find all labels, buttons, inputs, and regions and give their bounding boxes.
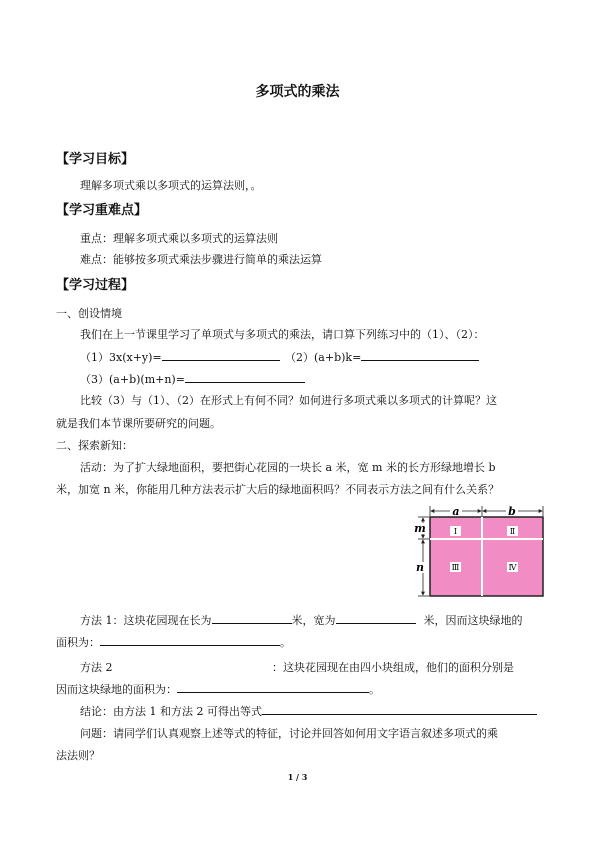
method-2-label: 方法 2 <box>80 661 113 674</box>
exercise-3 <box>80 371 305 387</box>
label-n: n <box>416 561 424 574</box>
method-1-text-e: 。 <box>280 636 291 649</box>
exercise-1-blank[interactable] <box>162 349 280 361</box>
garden-rectangle <box>430 517 543 596</box>
method-1-text-c: 米，因而这块绿地的 <box>423 614 523 627</box>
question-line-2: 法法则？ <box>56 749 100 762</box>
part1-intro: 我们在上一节课里学习了单项式与多项式的乘法，请口算下列练习中的（1）、（2）： <box>80 328 485 341</box>
method-1-area-blank[interactable] <box>100 634 280 646</box>
activity-line-1: 活动：为了扩大绿地面积，要把街心花园的一块长 a 米，宽 m 米的长方形绿地增长 b <box>80 461 496 474</box>
block-1-label: Ⅰ <box>453 527 458 536</box>
exercise-3-text: （3）(a+b)(m+n)= <box>80 373 185 386</box>
method-1-length-blank[interactable] <box>212 612 292 624</box>
conclusion-text: 结论：由方法 1 和方法 2 可得出等式 <box>80 705 262 718</box>
conclusion-line <box>80 703 537 719</box>
method-1-area-line <box>56 634 291 650</box>
exercise-2-blank[interactable] <box>361 349 479 361</box>
section-heading-goal: 【学习目标】 <box>56 152 135 167</box>
compare-line-2: 就是我们本节课所要研究的问题。 <box>56 417 221 430</box>
exercise-1-text: （1）3x(x+y)= <box>80 351 162 364</box>
part2-label: 二、探索新知： <box>56 439 133 452</box>
method-1-line <box>80 612 523 628</box>
exercise-2 <box>285 349 479 365</box>
part1-label: 一、创设情境 <box>56 307 122 320</box>
block-2-label: Ⅱ <box>509 527 516 536</box>
method-2-text-d: 。 <box>369 683 380 696</box>
label-a: a <box>452 505 460 518</box>
block-4-label: Ⅳ <box>508 563 517 572</box>
section-heading-keypoints: 【学习重难点】 <box>56 203 148 218</box>
method-1-text-d: 面积为： <box>56 636 100 649</box>
method-1-text-b: 米，宽为 <box>291 614 336 627</box>
activity-line-2: 米，加宽 n 米，你能用几种方法表示扩大后的绿地面积吗？不同表示方法之间有什么关系？ <box>56 483 500 496</box>
question-line-1: 问题：请同学们认真观察上述等式的特征，讨论并回答如何用文字语言叙述多项式的乘 <box>80 727 498 740</box>
exercise-3-blank[interactable] <box>185 371 305 383</box>
label-b: b <box>508 505 516 518</box>
method-1-text-a: 方法 1：这块花园现在长为 <box>80 614 212 627</box>
page-title: 多项式的乘法 <box>255 84 340 100</box>
page-number: 1 / 3 <box>287 772 308 782</box>
label-m: m <box>414 522 426 535</box>
difficulty-text: 难点：能够按多项式乘法步骤进行简单的乘法运算 <box>80 253 322 266</box>
exercise-2-text: （2）(a+b)k= <box>285 351 362 364</box>
garden-area-figure <box>410 504 545 599</box>
exercise-1 <box>80 349 280 365</box>
method-2-area-line <box>56 681 380 697</box>
goal-text: 理解多项式乘以多项式的运算法则，。 <box>80 179 262 192</box>
conclusion-blank[interactable] <box>262 703 537 715</box>
method-2-text-c: 因而这块绿地的面积为： <box>56 683 177 696</box>
method-1-width-blank[interactable] <box>336 612 416 624</box>
method-2-text: ：这块花园现在由四小块组成，他们的面积分别是 <box>272 661 514 674</box>
focus-text: 重点：理解多项式乘以多项式的运算法则 <box>80 232 278 245</box>
block-3-label: Ⅲ <box>451 563 460 572</box>
method-2-area-blank[interactable] <box>177 681 369 693</box>
section-heading-process: 【学习过程】 <box>56 278 135 293</box>
compare-line-1: 比较（3）与（1）、（2）在形式上有何不同？如何进行多项式乘以多项式的计算呢？这 <box>80 394 497 407</box>
